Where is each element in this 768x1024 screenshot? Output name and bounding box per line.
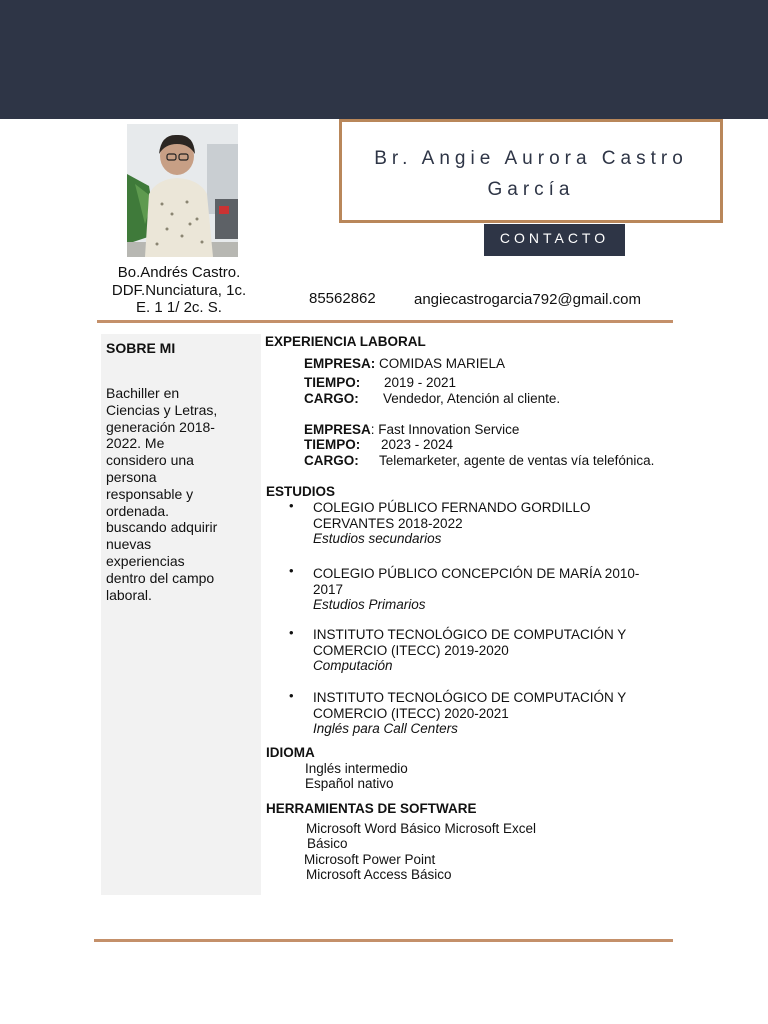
education-4-line1: INSTITUTO TECNOLÓGICO DE COMPUTACIÓN Y bbox=[313, 690, 627, 705]
education-item-2 bbox=[313, 566, 683, 613]
education-1-line1: COLEGIO PÚBLICO FERNANDO GORDILLO bbox=[313, 500, 591, 515]
education-item-3 bbox=[313, 627, 683, 674]
bottom-divider bbox=[94, 939, 673, 942]
job-1-role-label: CARGO: bbox=[304, 391, 359, 406]
education-4-line2: COMERCIO (ITECC) 2020-2021 bbox=[313, 705, 509, 721]
name-box bbox=[339, 119, 723, 223]
top-divider bbox=[97, 320, 673, 323]
job-2-company-label: EMPRESA bbox=[304, 422, 371, 437]
header-band bbox=[0, 0, 768, 119]
education-4-bullet: • bbox=[289, 688, 294, 703]
education-1-line2: CERVANTES 2018-2022 bbox=[313, 515, 463, 531]
education-2-bullet: • bbox=[289, 563, 294, 578]
phone-number: 85562862 bbox=[309, 290, 376, 307]
education-3-line1: INSTITUTO TECNOLÓGICO DE COMPUTACIÓN Y bbox=[313, 627, 627, 642]
software-item-1: Microsoft Word Básico Microsoft Excel bbox=[306, 821, 537, 836]
education-3-line2: COMERCIO (ITECC) 2019-2020 bbox=[313, 642, 509, 658]
education-3-detail: Computación bbox=[313, 658, 393, 673]
job-1-company-label: EMPRESA: bbox=[304, 356, 376, 371]
education-3-bullet: • bbox=[289, 625, 294, 640]
job-1-company-value: COMIDAS MARIELA bbox=[379, 356, 506, 371]
education-1-detail: Estudios secundarios bbox=[313, 531, 442, 546]
job-1-role-value: Vendedor, Atención al cliente. bbox=[383, 391, 561, 406]
education-item-4 bbox=[313, 690, 683, 737]
education-2-line2: 2017 bbox=[313, 581, 344, 597]
education-1-bullet: • bbox=[289, 498, 294, 513]
job-2-company bbox=[304, 422, 519, 437]
job-1-time-value: 2019 - 2021 bbox=[384, 375, 457, 390]
software-item-2: Básico bbox=[307, 836, 348, 851]
software-title: HERRAMIENTAS DE SOFTWARE bbox=[266, 801, 477, 816]
language-item-2: Español nativo bbox=[305, 776, 394, 791]
job-2-role-value: Telemarketer, agente de ventas vía telefónica. bbox=[379, 453, 655, 468]
profile-photo bbox=[127, 124, 238, 257]
education-4-detail: Inglés para Call Centers bbox=[313, 721, 458, 736]
software-item-3: Microsoft Power Point bbox=[304, 852, 436, 867]
education-item-1 bbox=[313, 500, 683, 547]
education-title: ESTUDIOS bbox=[266, 484, 336, 499]
full-name-line1: Br. Angie Aurora Castro bbox=[374, 148, 688, 169]
software-item-4: Microsoft Access Básico bbox=[306, 867, 452, 882]
language-item-1: Inglés intermedio bbox=[305, 761, 408, 776]
job-1-time-label: TIEMPO: bbox=[304, 375, 361, 390]
education-2-line1: COLEGIO PÚBLICO CONCEPCIÓN DE MARÍA 2010- bbox=[313, 566, 640, 581]
contact-button[interactable]: CONTACTO bbox=[484, 224, 625, 256]
full-name-line2: García bbox=[487, 179, 575, 200]
experience-title: EXPERIENCIA LABORAL bbox=[265, 334, 426, 349]
job-2-time-label: TIEMPO: bbox=[304, 437, 361, 452]
job-2-role-label: CARGO: bbox=[304, 453, 359, 468]
job-2-time-value: 2023 - 2024 bbox=[381, 437, 454, 452]
address: Bo.Andrés Castro. DDF.Nunciatura, 1c. E. 1 1/ 2c. S. bbox=[111, 264, 247, 316]
job-1-company bbox=[304, 356, 505, 371]
profile-photo-image bbox=[127, 124, 238, 257]
email-address[interactable]: angiecastrogarcia792@gmail.com bbox=[414, 291, 642, 308]
language-title: IDIOMA bbox=[266, 745, 315, 760]
about-text: Bachiller en Ciencias y Letras, generación 2018-2022. Me considero una persona responsable y ordenada. buscando adquirir nuevas experiencias dentro del campo laboral. bbox=[106, 385, 218, 603]
about-title: SOBRE MI bbox=[106, 340, 176, 356]
job-2-company-value: : Fast Innovation Service bbox=[370, 422, 520, 437]
education-2-detail: Estudios Primarios bbox=[313, 597, 426, 612]
